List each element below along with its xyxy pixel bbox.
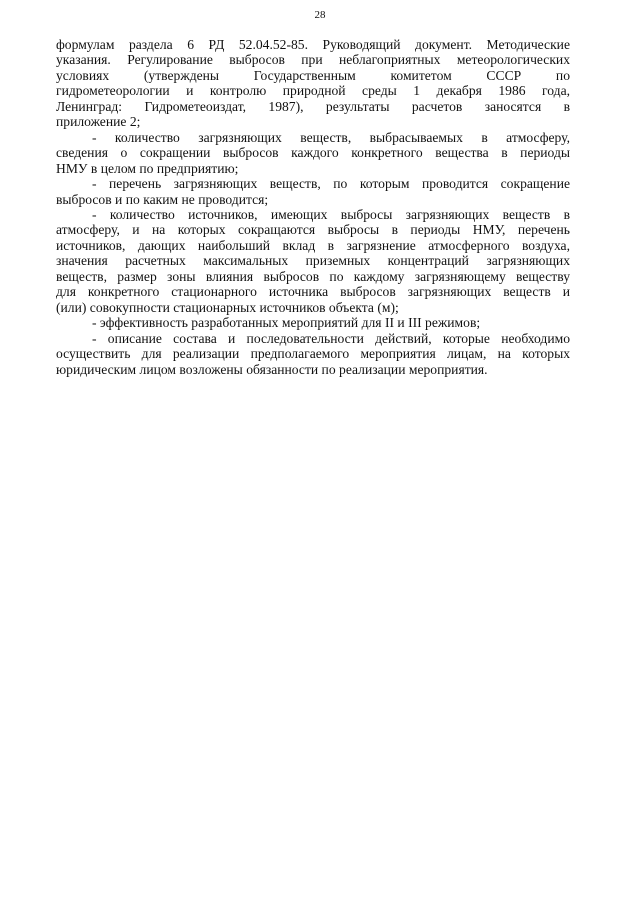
text-line: осуществить для реализации предполагаемого мероприятия лицам, на которых (56, 346, 570, 362)
text-line: - количество загрязняющих веществ, выбрасываемых в атмосферу, (92, 129, 570, 145)
text-line: - эффективность разработанных мероприятий для II и III режимов; (92, 315, 481, 331)
text-line: указания. Регулирование выбросов при неблагоприятных метеорологических (56, 52, 570, 68)
text-line: приложение 2; (56, 114, 141, 130)
text-line: - описание состава и последовательности действий, которые необходимо (92, 330, 570, 346)
paragraph (56, 331, 570, 377)
text-line: - количество источников, имеющих выбросы загрязняющих веществ в (92, 206, 570, 222)
text-line: веществ, размер зоны влияния выбросов по каждому загрязняющему веществу (56, 268, 570, 284)
paragraph (56, 315, 570, 330)
text-line: Ленинград: Гидрометеоиздат, 1987), результаты расчетов заносятся в (56, 98, 570, 114)
text-line: условиях (утверждены Государственным комитетом СССР по (56, 67, 570, 83)
text-line: атмосферу, и на которых сокращаются выбросы в периоды НМУ, перечень (56, 222, 570, 238)
paragraph (56, 207, 570, 315)
page-number: 28 (314, 9, 326, 21)
text-line: источников, дающих наибольший вклад в загрязнение атмосферного воздуха, (56, 237, 570, 253)
text-line: выбросов и по каким не проводится; (56, 191, 269, 207)
text-line: гидрометеорологии и контролю природной среды 1 декабря 1986 года, (56, 83, 570, 99)
paragraph (56, 176, 570, 207)
text-line: формулам раздела 6 РД 52.04.52-85. Руководящий документ. Методические (56, 37, 570, 52)
paragraph (56, 37, 570, 130)
text-line: НМУ в целом по предприятию; (56, 160, 239, 176)
text-line: (или) совокупности стационарных источников объекта (м); (56, 299, 399, 315)
document-body (56, 37, 570, 377)
text-line: юридическим лицом возложены обязанности по реализации мероприятия. (56, 361, 488, 377)
paragraph (56, 130, 570, 176)
text-line: значения расчетных максимальных приземных концентраций загрязняющих (56, 253, 570, 269)
text-line: сведения о сокращении выбросов каждого конкретного вещества в периоды (56, 145, 570, 161)
text-line: для конкретного стационарного источника выбросов загрязняющих веществ и (56, 284, 570, 300)
text-line: - перечень загрязняющих веществ, по которым проводится сокращение (92, 176, 570, 192)
